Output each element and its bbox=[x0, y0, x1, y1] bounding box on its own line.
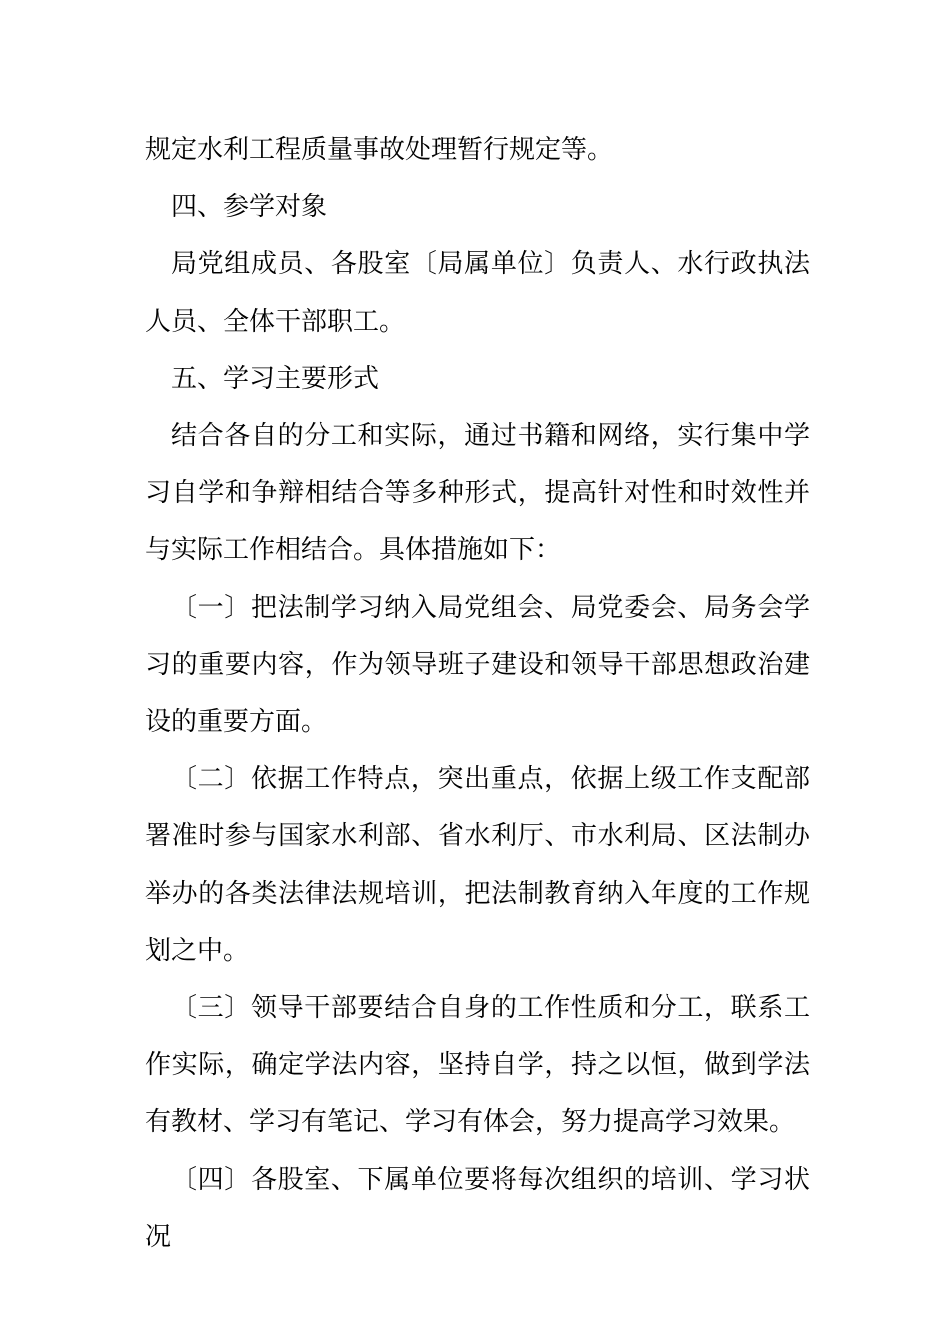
paragraph-measure-4: 〔四〕各股室、下属单位要将每次组织的培训、学习状况 bbox=[145, 1164, 810, 1252]
paragraph-participants: 局党组成员、各股室〔局属单位〕负责人、水行政执法人员、全体干部职工。 bbox=[145, 249, 810, 337]
paragraph-learning-forms: 结合各自的分工和实际，通过书籍和网络，实行集中学习自学和争辩相结合等多种形式，提高针对性和时效性并与实际工作相结合。具体措施如下： bbox=[145, 421, 810, 566]
paragraph-measure-2: 〔二〕依据工作特点，突出重点，依据上级工作支配部署准时参与国家水利部、省水利厅、市水利局、区法制办举办的各类法律法规培训，把法制教育纳入年度的工作规划之中。 bbox=[145, 764, 810, 966]
section-heading-participants: 四、参学对象 bbox=[171, 192, 328, 223]
paragraph-continuation: 规定水利工程质量事故处理暂行规定等。 bbox=[145, 135, 614, 165]
document-body bbox=[145, 122, 810, 1266]
paragraph-measure-1: 〔一〕把法制学习纳入局党组会、局党委会、局务会学习的重要内容，作为领导班子建设和领导干部思想政治建设的重要方面。 bbox=[145, 592, 810, 738]
paragraph-measure-3: 〔三〕领导干部要结合自身的工作性质和分工，联系工作实际，确定学法内容，坚持自学，持之以恒，做到学法有教材、学习有笔记、学习有体会，努力提高学习效果。 bbox=[145, 993, 810, 1138]
section-heading-learning-forms: 五、学习主要形式 bbox=[171, 363, 380, 394]
